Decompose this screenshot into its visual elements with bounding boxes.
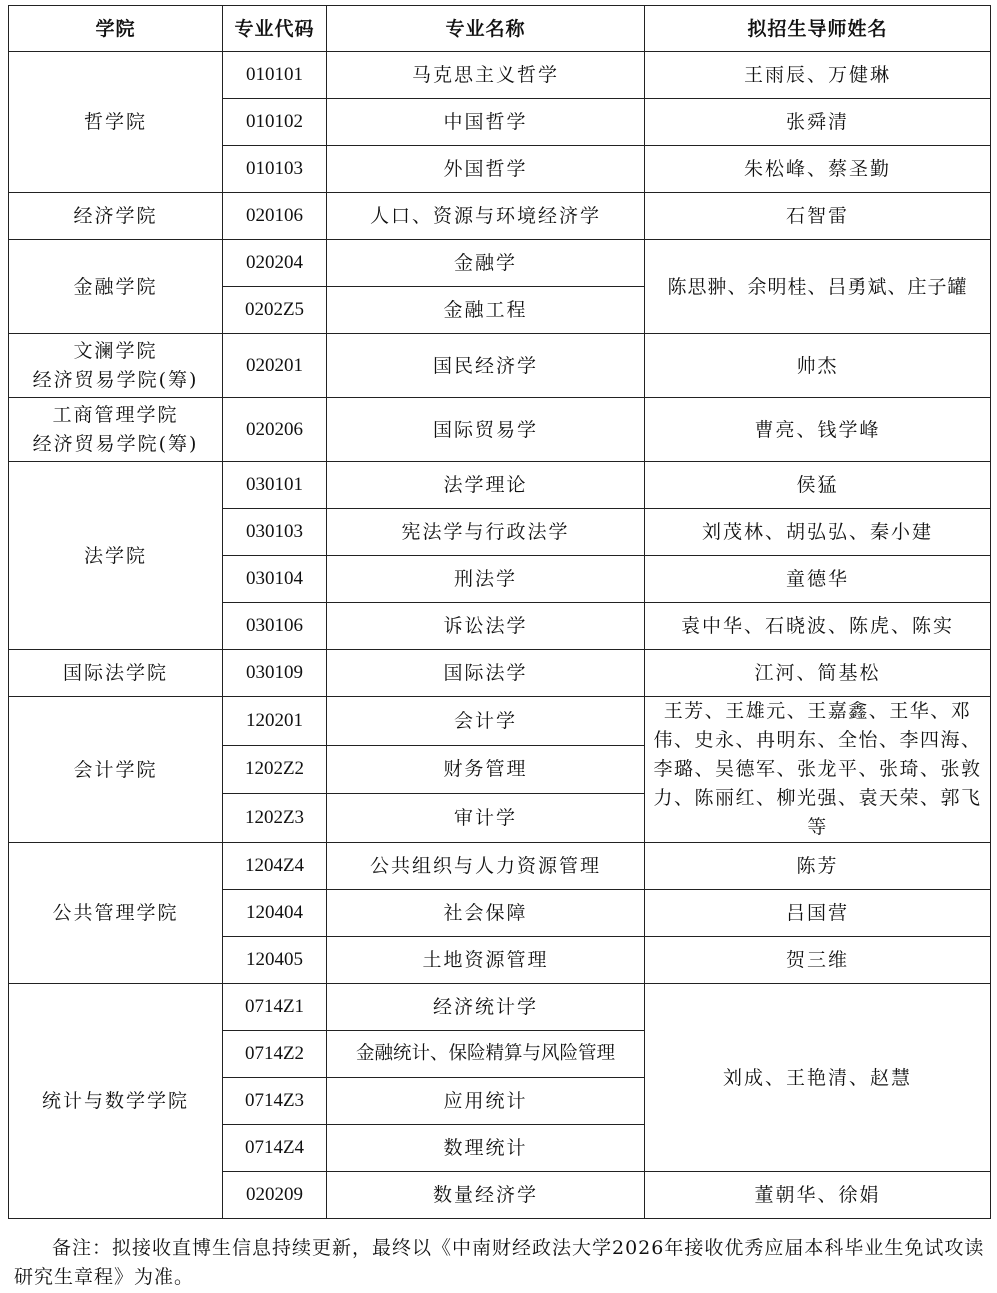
code-cell: 010101 bbox=[223, 52, 327, 99]
code-cell: 020209 bbox=[223, 1172, 327, 1219]
footnote: 备注：拟接收直博生信息持续更新，最终以《中南财经政法大学2026年接收优秀应届本科毕业生免试攻读研究生章程》为准。 bbox=[14, 1237, 985, 1288]
table-row bbox=[9, 398, 991, 462]
major-cell: 中国哲学 bbox=[327, 99, 645, 146]
code-cell: 0202Z5 bbox=[223, 287, 327, 334]
advisors-cell: 王雨辰、万健琳 bbox=[645, 52, 991, 99]
code-cell: 1202Z2 bbox=[223, 745, 327, 794]
major-cell: 国民经济学 bbox=[327, 334, 645, 398]
college-cell: 哲学院 bbox=[9, 52, 223, 193]
code-cell: 0714Z1 bbox=[223, 984, 327, 1031]
header-code: 专业代码 bbox=[223, 6, 327, 52]
table-row bbox=[9, 334, 991, 398]
code-cell: 010102 bbox=[223, 99, 327, 146]
advisors-cell: 侯猛 bbox=[645, 462, 991, 509]
code-cell: 1202Z3 bbox=[223, 794, 327, 843]
major-cell: 诉讼法学 bbox=[327, 603, 645, 650]
code-cell: 020106 bbox=[223, 193, 327, 240]
code-cell: 0714Z3 bbox=[223, 1078, 327, 1125]
major-cell: 审计学 bbox=[327, 794, 645, 843]
code-cell: 120201 bbox=[223, 697, 327, 746]
code-cell: 1204Z4 bbox=[223, 843, 327, 890]
major-cell: 金融学 bbox=[327, 240, 645, 287]
advisors-cell: 陈芳 bbox=[645, 843, 991, 890]
code-cell: 020206 bbox=[223, 398, 327, 462]
advisors-cell: 张舜清 bbox=[645, 99, 991, 146]
code-cell: 010103 bbox=[223, 146, 327, 193]
code-cell: 030104 bbox=[223, 556, 327, 603]
advisors-cell: 刘成、王艳清、赵慧 bbox=[645, 984, 991, 1172]
table-row bbox=[9, 697, 991, 746]
advisors-cell: 陈思翀、余明桂、吕勇斌、庄子罐 bbox=[645, 240, 991, 334]
advisors-cell: 童德华 bbox=[645, 556, 991, 603]
major-cell: 数量经济学 bbox=[327, 1172, 645, 1219]
major-cell: 数理统计 bbox=[327, 1125, 645, 1172]
advisors-cell: 王芳、王雄元、王嘉鑫、王华、邓伟、史永、冉明东、全怡、李四海、李璐、吴德军、张龙平、张琦、张敦力、陈丽红、柳光强、袁天荣、郭飞 等 bbox=[645, 697, 991, 843]
college-cell: 公共管理学院 bbox=[9, 843, 223, 984]
advisors-cell: 朱松峰、蔡圣勤 bbox=[645, 146, 991, 193]
major-cell: 经济统计学 bbox=[327, 984, 645, 1031]
major-cell: 刑法学 bbox=[327, 556, 645, 603]
major-cell: 公共组织与人力资源管理 bbox=[327, 843, 645, 890]
code-cell: 120405 bbox=[223, 937, 327, 984]
code-cell: 030103 bbox=[223, 509, 327, 556]
major-cell: 国际贸易学 bbox=[327, 398, 645, 462]
header-major: 专业名称 bbox=[327, 6, 645, 52]
college-cell: 会计学院 bbox=[9, 697, 223, 843]
table-row bbox=[9, 462, 991, 509]
major-cell: 财务管理 bbox=[327, 745, 645, 794]
code-cell: 0714Z2 bbox=[223, 1031, 327, 1078]
table-row bbox=[9, 650, 991, 697]
college-line: 工商管理学院 bbox=[52, 403, 179, 426]
advisors-cell: 董朝华、徐娟 bbox=[645, 1172, 991, 1219]
major-cell: 外国哲学 bbox=[327, 146, 645, 193]
table-row bbox=[9, 240, 991, 287]
header-college: 学院 bbox=[9, 6, 223, 52]
major-cell: 会计学 bbox=[327, 697, 645, 746]
code-cell: 020204 bbox=[223, 240, 327, 287]
table-row bbox=[9, 843, 991, 890]
college-line: 经济贸易学院(筹) bbox=[32, 432, 199, 455]
advisors-cell: 曹亮、钱学峰 bbox=[645, 398, 991, 462]
advisors-cell: 袁中华、石晓波、陈虎、陈实 bbox=[645, 603, 991, 650]
advisors-cell: 刘茂林、胡弘弘、秦小建 bbox=[645, 509, 991, 556]
code-cell: 030101 bbox=[223, 462, 327, 509]
advisor-table bbox=[8, 5, 991, 1219]
college-line: 文澜学院 bbox=[73, 339, 158, 362]
college-cell: 统计与数学学院 bbox=[9, 984, 223, 1219]
major-cell: 国际法学 bbox=[327, 650, 645, 697]
major-cell: 宪法学与行政法学 bbox=[327, 509, 645, 556]
major-cell: 应用统计 bbox=[327, 1078, 645, 1125]
advisors-cell: 贺三维 bbox=[645, 937, 991, 984]
header-row bbox=[9, 6, 991, 52]
advisors-cell: 吕国营 bbox=[645, 890, 991, 937]
college-cell: 国际法学院 bbox=[9, 650, 223, 697]
advisors-cell: 江河、简基松 bbox=[645, 650, 991, 697]
major-cell: 法学理论 bbox=[327, 462, 645, 509]
table-row bbox=[9, 193, 991, 240]
major-cell: 土地资源管理 bbox=[327, 937, 645, 984]
major-cell: 人口、资源与环境经济学 bbox=[327, 193, 645, 240]
college-cell: 法学院 bbox=[9, 462, 223, 650]
advisors-cell: 帅杰 bbox=[645, 334, 991, 398]
advisors-cell: 石智雷 bbox=[645, 193, 991, 240]
major-cell: 社会保障 bbox=[327, 890, 645, 937]
table-row bbox=[9, 984, 991, 1031]
college-cell: 经济学院 bbox=[9, 193, 223, 240]
major-cell: 金融工程 bbox=[327, 287, 645, 334]
major-cell: 马克思主义哲学 bbox=[327, 52, 645, 99]
college-line: 经济贸易学院(筹) bbox=[32, 368, 199, 391]
code-cell: 020201 bbox=[223, 334, 327, 398]
table-row bbox=[9, 52, 991, 99]
header-advisors: 拟招生导师姓名 bbox=[645, 6, 991, 52]
major-cell: 金融统计、保险精算与风险管理 bbox=[327, 1031, 645, 1078]
college-cell: 金融学院 bbox=[9, 240, 223, 334]
code-cell: 120404 bbox=[223, 890, 327, 937]
college-cell bbox=[9, 334, 223, 398]
code-cell: 0714Z4 bbox=[223, 1125, 327, 1172]
code-cell: 030106 bbox=[223, 603, 327, 650]
code-cell: 030109 bbox=[223, 650, 327, 697]
college-cell bbox=[9, 398, 223, 462]
